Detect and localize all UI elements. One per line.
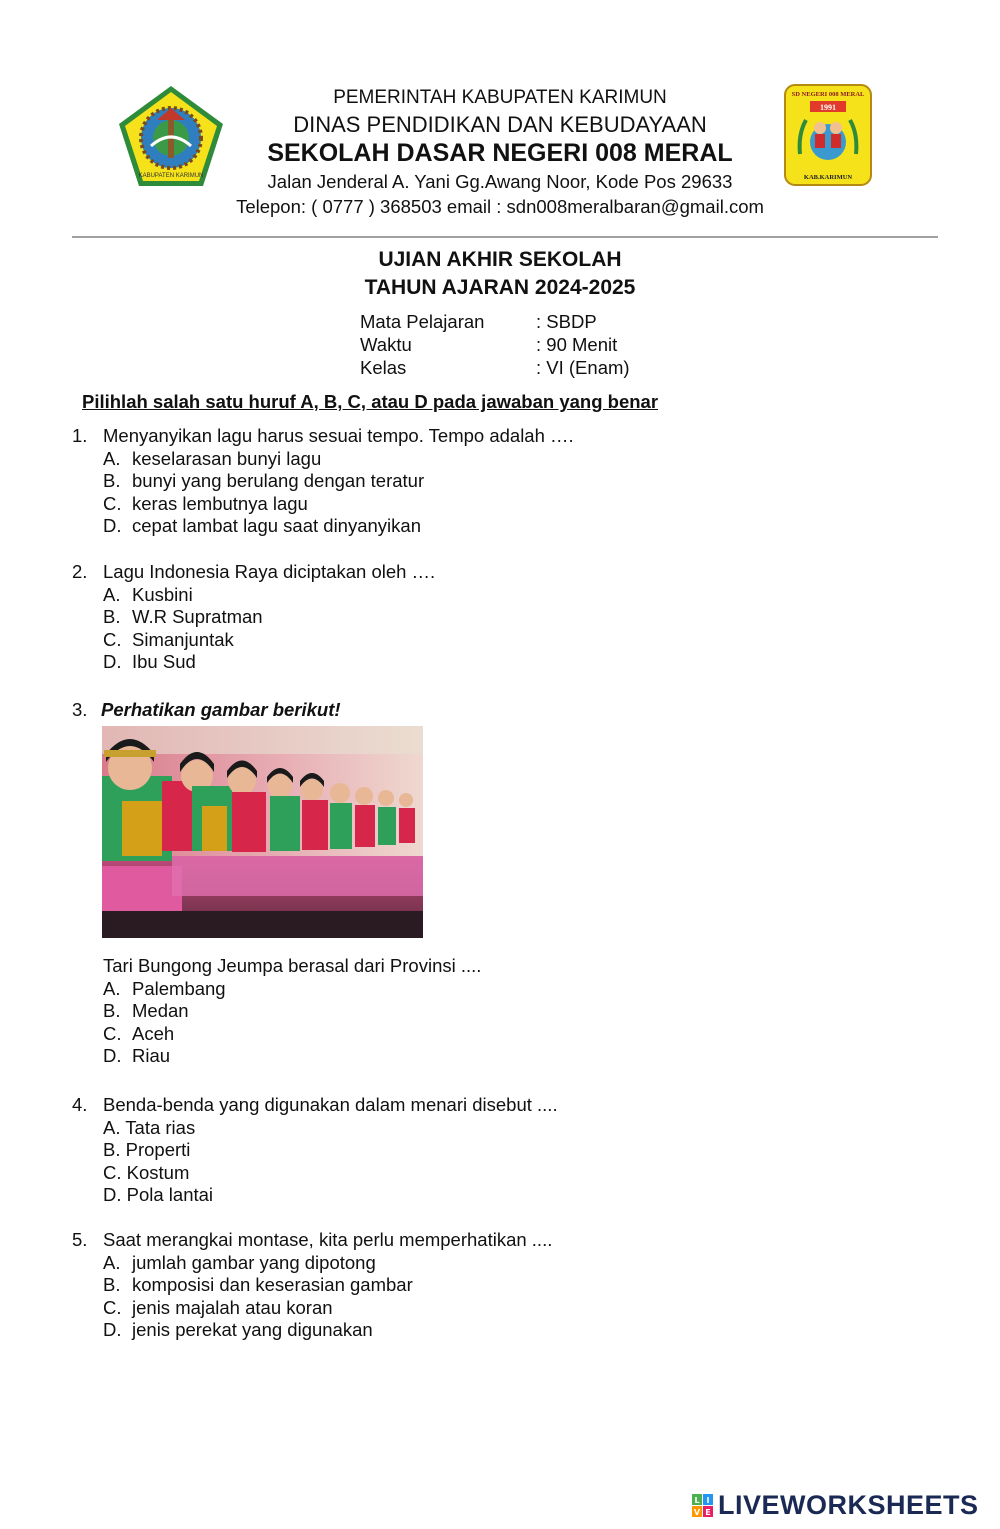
question-text: Lagu Indonesia Raya diciptakan oleh ….	[103, 561, 436, 582]
school-contact: Telepon: ( 0777 ) 368503 email : sdn008meralbaran@gmail.com	[236, 196, 764, 217]
meta-label: Mata Pelajaran	[360, 311, 485, 332]
meta-label: Kelas	[360, 357, 407, 378]
question-text: Benda-benda yang digunakan dalam menari disebut ....	[103, 1094, 558, 1115]
svg-text:I: I	[706, 1496, 710, 1505]
option-d[interactable]: D. jenis perekat yang digunakan	[103, 1319, 373, 1341]
svg-text:L: L	[694, 1496, 700, 1505]
question-text: Tari Bungong Jeumpa berasal dari Provinsi ....	[103, 955, 482, 976]
option-a[interactable]: A. Kusbini	[103, 583, 193, 605]
option-d[interactable]: D. Ibu Sud	[103, 651, 196, 673]
meta-value: : 90 Menit	[536, 334, 618, 355]
school-address: Jalan Jenderal A. Yani Gg.Awang Noor, Kode Pos 29633	[267, 171, 733, 192]
option-d[interactable]: D. Riau	[103, 1045, 171, 1067]
option-b[interactable]: B. W.R Supratman	[103, 606, 263, 628]
option-c[interactable]: C. keras lembutnya lagu	[103, 492, 308, 514]
logo-right-bottom: KAB.KARIMUN	[803, 174, 853, 181]
option-b[interactable]: B. Properti	[103, 1139, 191, 1161]
meta-value: : VI (Enam)	[536, 357, 630, 378]
meta-row-time	[360, 334, 617, 356]
department-name: DINAS PENDIDIKAN DAN KEBUDAYAAN	[293, 112, 707, 137]
option-a[interactable]: A. keselarasan bunyi lagu	[103, 447, 322, 469]
option-a[interactable]: A. Palembang	[103, 977, 226, 999]
logo-left-caption: KABUPATEN KARIMUN	[138, 173, 204, 179]
option-a[interactable]: A. jumlah gambar yang dipotong	[103, 1251, 376, 1273]
option-b[interactable]: B. Medan	[103, 1000, 189, 1022]
option-b[interactable]: B. bunyi yang berulang dengan teratur	[103, 470, 425, 492]
option-c[interactable]: C. Simanjuntak	[103, 628, 234, 650]
option-d[interactable]: D. Pola lantai	[103, 1184, 214, 1206]
question-number: 3.	[72, 699, 88, 720]
school-name: SEKOLAH DASAR NEGERI 008 MERAL	[267, 139, 733, 167]
option-c[interactable]: C. jenis majalah atau koran	[103, 1296, 333, 1318]
option-b[interactable]: B. komposisi dan keserasian gambar	[103, 1274, 413, 1296]
logo-right-year: 1991	[820, 103, 836, 112]
question-text: Menyanyikan lagu harus sesuai tempo. Tempo adalah ….	[103, 425, 574, 446]
svg-text:V: V	[693, 1508, 701, 1517]
question-number: 4.	[72, 1094, 88, 1115]
question-text: Saat merangkai montase, kita perlu memperhatikan ....	[103, 1229, 553, 1250]
svg-text:E: E	[705, 1508, 711, 1517]
meta-value: : SBDP	[536, 311, 597, 332]
meta-row-class	[360, 357, 630, 379]
meta-row-subject	[360, 311, 597, 333]
logo-right-top: SD NEGERI 008 MERAL	[791, 91, 865, 98]
liveworksheets-icon	[692, 1494, 714, 1518]
option-d[interactable]: D. cepat lambat lagu saat dinyanyikan	[103, 515, 421, 537]
option-c[interactable]: C. Aceh	[103, 1022, 175, 1044]
government-name: PEMERINTAH KABUPATEN KARIMUN	[333, 87, 667, 108]
exam-year: TAHUN AJARAN 2024-2025	[364, 276, 636, 299]
exam-title: UJIAN AKHIR SEKOLAH	[378, 248, 622, 271]
question-number: 2.	[72, 561, 88, 582]
liveworksheets-wordmark[interactable]: LIVEWORKSHEETS	[718, 1490, 979, 1520]
question-text: Perhatikan gambar berikut!	[101, 699, 341, 720]
option-c[interactable]: C. Kostum	[103, 1161, 190, 1183]
question-number: 1.	[72, 425, 88, 446]
meta-label: Waktu	[360, 334, 412, 355]
instruction: Pilihlah salah satu huruf A, B, C, atau D pada jawaban yang benar	[82, 391, 659, 412]
option-a[interactable]: A. Tata rias	[103, 1116, 196, 1138]
bungong-jeumpa-dance-photo	[102, 726, 423, 938]
question-number: 5.	[72, 1229, 88, 1250]
header-divider	[72, 236, 938, 238]
